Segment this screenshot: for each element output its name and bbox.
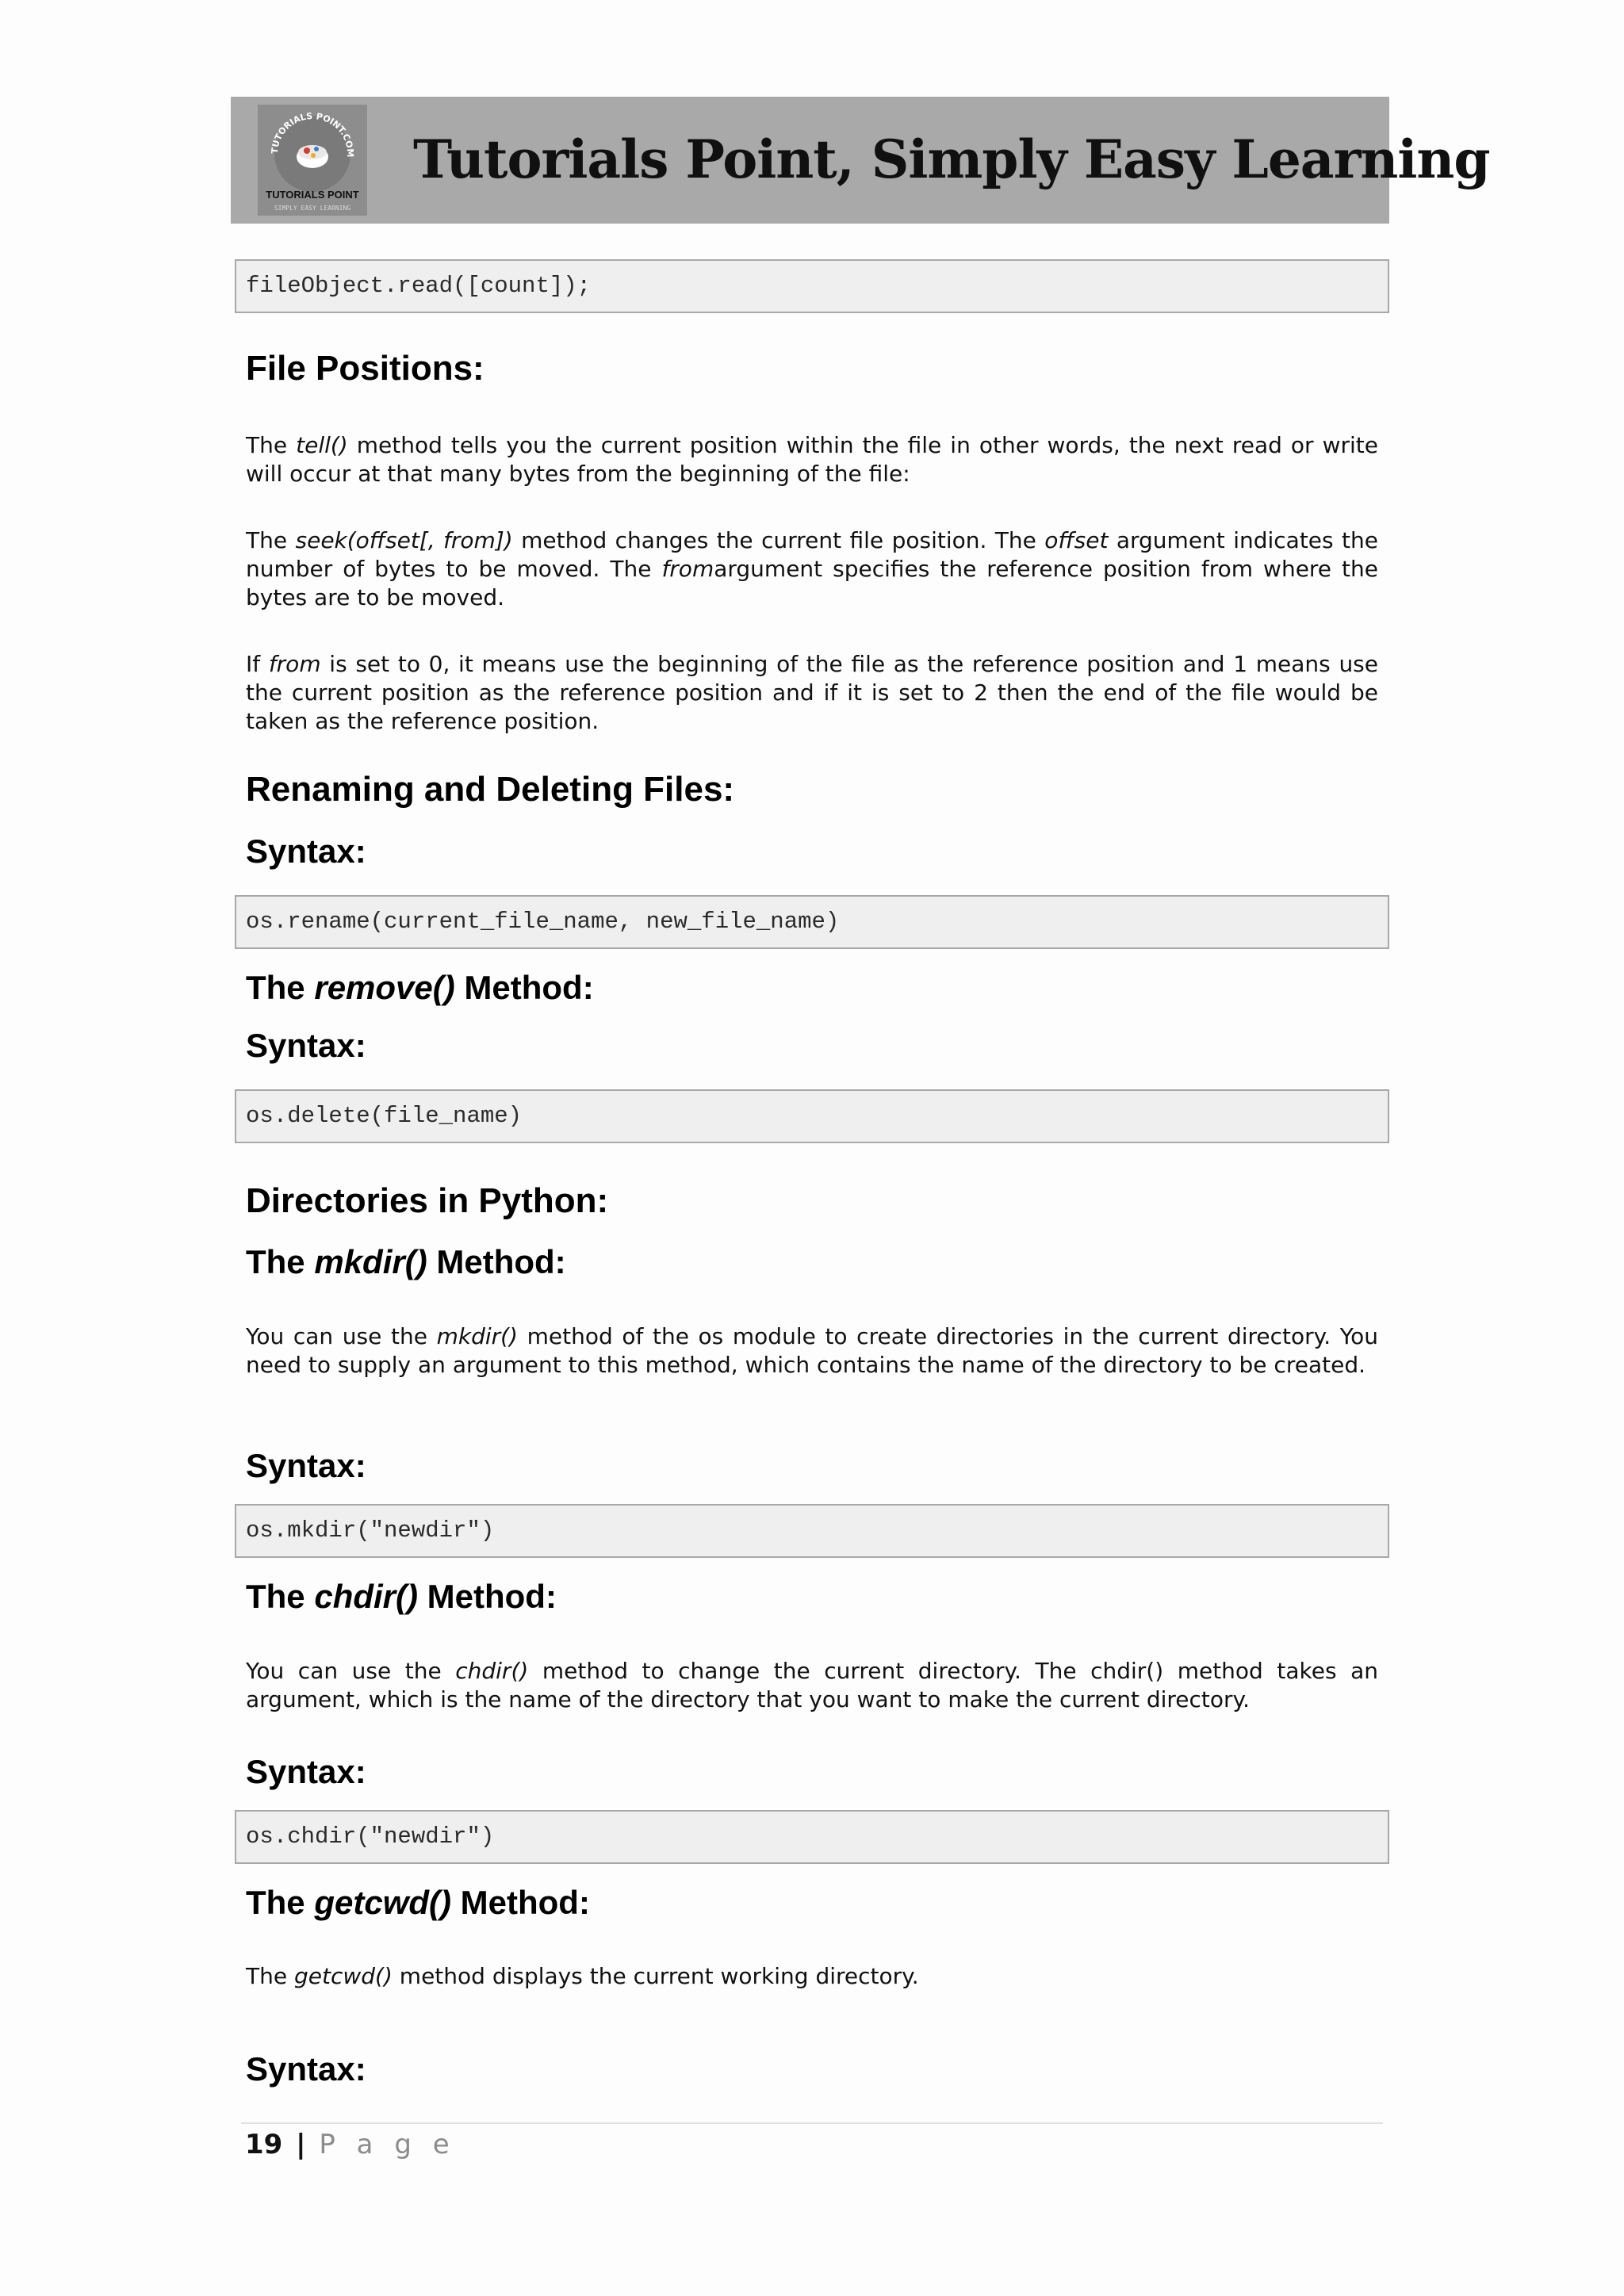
logo-graphic xyxy=(258,105,367,216)
heading-renaming-deleting: Renaming and Deleting Files: xyxy=(246,770,735,809)
paragraph-chdir: You can use the chdir() method to change the current directory. The chdir() method takes an argument, which is the name of the directory that you want to make the current directory. xyxy=(246,1658,1378,1712)
code-block-delete: os.delete(file_name) xyxy=(235,1089,1389,1143)
heading-file-positions: File Positions: xyxy=(246,349,485,388)
page-label: P a g e xyxy=(319,2129,456,2160)
heading-syntax-mkdir: Syntax: xyxy=(246,1447,366,1484)
code-block-file-read: fileObject.read([count]); xyxy=(235,259,1389,313)
logo-top-text: TUTORIALS POINT.COM xyxy=(269,110,356,158)
page-header xyxy=(231,97,1490,224)
page-number: 19 xyxy=(245,2129,283,2160)
heading-remove-method: The remove() Method: xyxy=(246,969,594,1006)
heading-syntax-getcwd: Syntax: xyxy=(246,2050,366,2087)
paragraph-from: If from is set to 0, it means use the beginning of the file as the reference position and 1 means use the current position as the reference position and if it is set to 2 then the end of the file would be taken as the reference position. xyxy=(246,651,1379,734)
heading-chdir-method: The chdir() Method: xyxy=(246,1578,557,1615)
footer-separator: | xyxy=(296,2129,306,2160)
paragraph-getcwd: The getcwd() method displays the current working directory. xyxy=(246,1963,919,1989)
code-block-chdir: os.chdir("newdir") xyxy=(235,1810,1389,1864)
code-block-mkdir: os.mkdir("newdir") xyxy=(235,1504,1389,1558)
logo-tagline: SIMPLY EASY LEARNING xyxy=(274,205,351,212)
heading-syntax-chdir: Syntax: xyxy=(246,1753,366,1790)
header-title: Tutorials Point, Simply Easy Learning xyxy=(413,128,1490,190)
heading-syntax-rename: Syntax: xyxy=(246,832,366,870)
paragraph-tell: The tell() method tells you the current position within the file in other words, the next read or write will occur at that many bytes from the beginning of the file: xyxy=(246,432,1378,487)
tutorials-point-logo xyxy=(258,105,367,216)
heading-getcwd-method: The getcwd() Method: xyxy=(246,1884,590,1921)
logo-brand: TUTORIALS POINT xyxy=(266,189,359,201)
paragraph-mkdir: You can use the mkdir() method of the os module to create directories in the current directory. You need to supply an argument to this method, which contains the name of the directory to be created. xyxy=(246,1323,1378,1378)
paragraph-seek: The seek(offset[, from]) method changes the current file position. The offset argument indicates the number of bytes to be moved. The fromargument specifies the reference position from where the bytes are to be moved. xyxy=(246,527,1378,610)
heading-syntax-remove: Syntax: xyxy=(246,1027,366,1064)
page-footer xyxy=(245,2129,456,2160)
code-block-rename: os.rename(current_file_name, new_file_name) xyxy=(235,895,1389,949)
footer-divider xyxy=(241,2122,1383,2124)
heading-mkdir-method: The mkdir() Method: xyxy=(246,1243,566,1280)
heading-directories: Directories in Python: xyxy=(246,1181,609,1220)
